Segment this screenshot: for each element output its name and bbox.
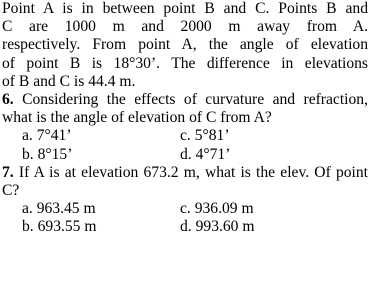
statement-line: C are 1000 m and 2000 m away from A.: [2, 18, 368, 36]
problem-document: [2, 0, 368, 237]
statement-line: of B and C is 44.4 m.: [2, 72, 136, 90]
question-6-choices: [22, 127, 368, 163]
choice-b: b. 693.55 m: [22, 218, 97, 236]
question-7-choices: [22, 200, 368, 236]
question-text: Considering the effects of curvature and refraction, what is the angle of elevation of C from A?: [2, 91, 368, 127]
statement-line: respectively. From point A, the angle of elevation: [2, 36, 368, 54]
choice-a: a. 7°41’: [22, 127, 72, 145]
statement-line: of point B is 18°30’. The difference in elevations: [2, 54, 368, 72]
statement-line: Point A is in between point B and C. Points B and: [2, 0, 368, 17]
choice-b: b. 8°15’: [22, 145, 73, 163]
question-number: 7.: [2, 163, 14, 181]
problem-statement: [2, 0, 368, 91]
question-6: [2, 91, 368, 127]
question-text: If A is at elevation 673.2 m, what is the elev. Of point C?: [2, 163, 368, 200]
choice-c: c. 5°81’: [180, 127, 230, 145]
choice-d: d. 993.60 m: [180, 218, 255, 236]
question-7: [2, 164, 368, 200]
choice-c: c. 936.09 m: [180, 200, 254, 218]
choice-a: a. 963.45 m: [22, 200, 96, 218]
question-number: 6.: [2, 91, 14, 109]
choice-d: d. 4°71’: [180, 145, 231, 163]
